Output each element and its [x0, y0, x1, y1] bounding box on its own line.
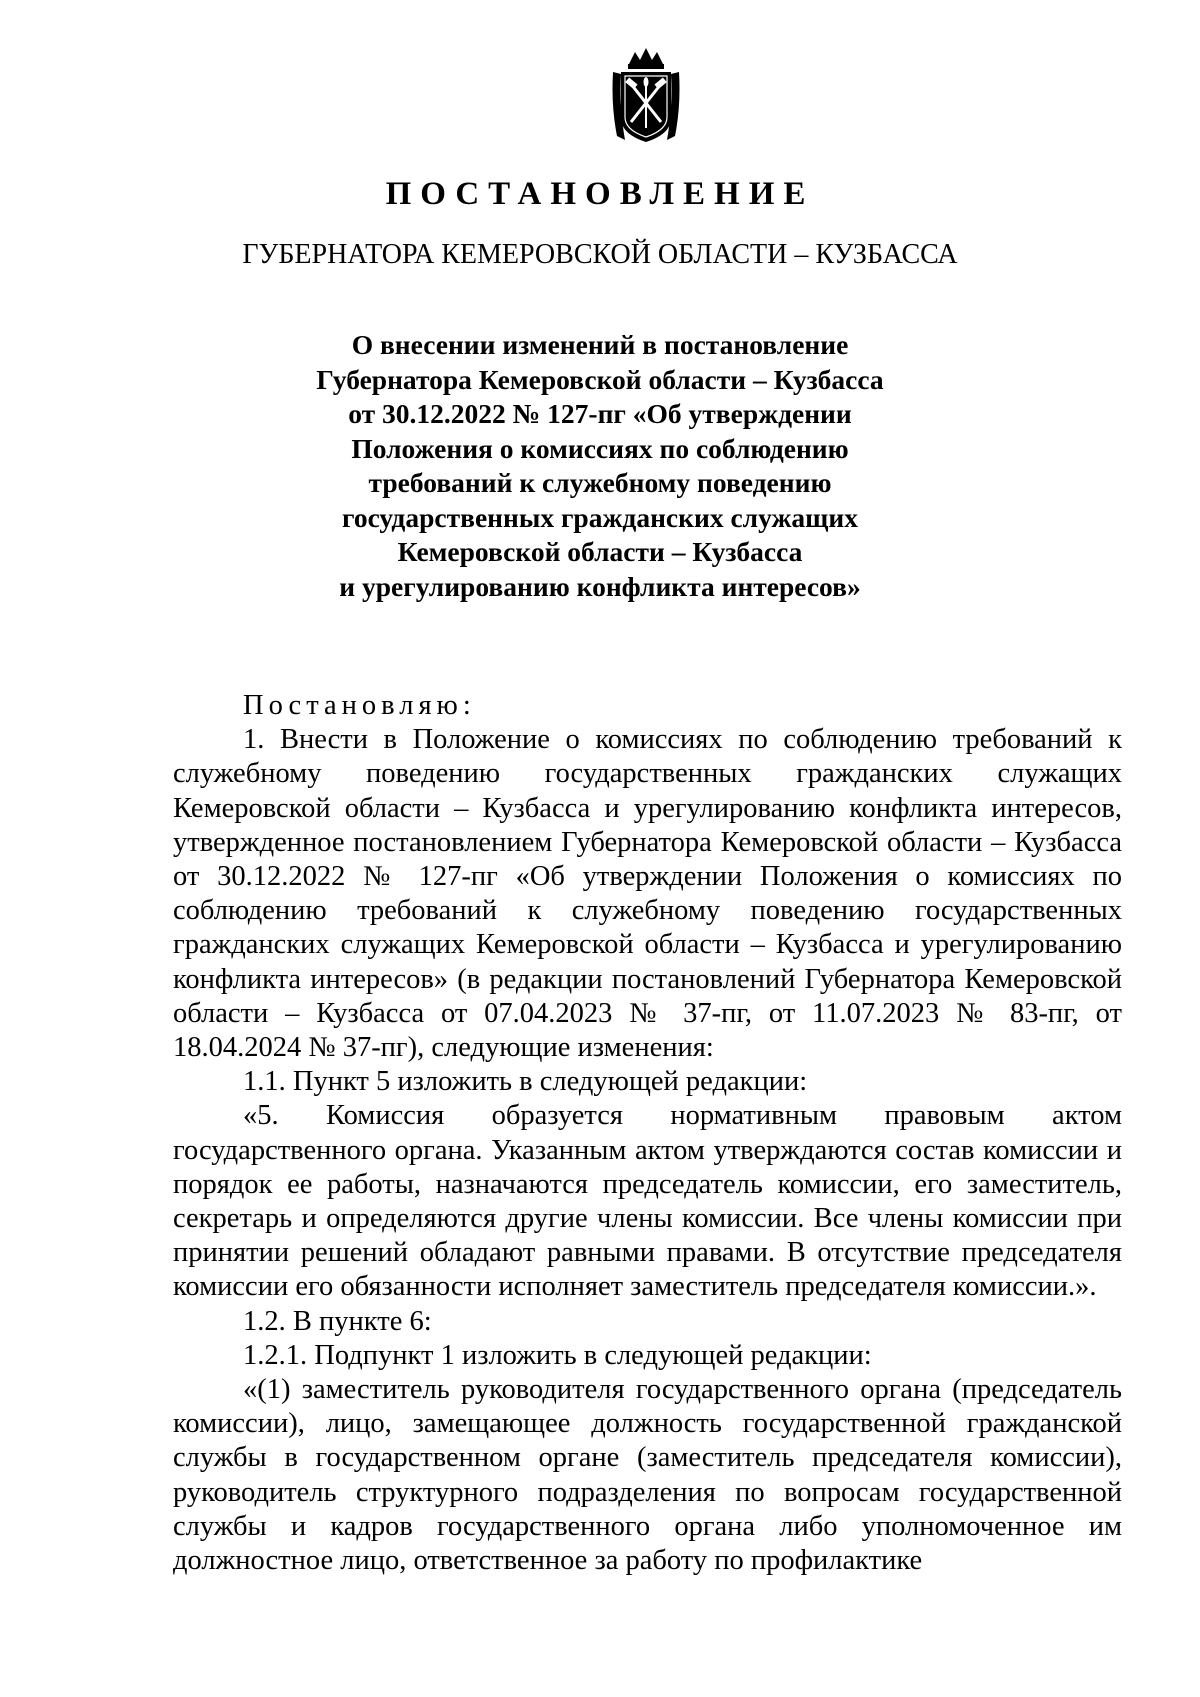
body-paragraph: 1. Внести в Положение о комиссиях по соблюдению требований к служебному поведению государственных гражданских служащих Кемеровской области – Кузбасса и урегулированию конфликта интересов, утвержденное постановлением Губернатора Кемеровской области – Кузбасса от 30.12.2022 № 127-пг «Об утверждении Положения о комиссиях по соблюдению требований к служебному поведению государственных гражданских служащих Кемеровской области – Кузбасса и урегулированию конфликта интересов» (в редакции постановлений Губернатора Кемеровской области – Кузбасса от 07.04.2023 № 37-пг, от 11.07.2023 № 83-пг, от 18.04.2024 № 37-пг), следующие изменения:	[173, 724, 1122, 1064]
title-line: Положения о комиссиях по соблюдению	[351, 432, 849, 464]
document-type-heading: ПОСТАНОВЛЕНИЕ	[385, 176, 815, 212]
document-body	[173, 689, 1122, 1578]
body-paragraph: 1.1. Пункт 5 изложить в следующей редакции:	[243, 1066, 808, 1098]
title-line: Кемеровской области – Кузбасса	[397, 536, 803, 567]
body-paragraph: 1.2.1. Подпункт 1 изложить в следующей редакции:	[243, 1339, 872, 1371]
coat-of-arms-svg	[609, 44, 683, 146]
issuer-heading: ГУБЕРНАТОРА КЕМЕРОВСКОЙ ОБЛАСТИ – КУЗБАССА	[242, 239, 958, 270]
coat-of-arms-icon	[609, 44, 683, 146]
decree-word: Постановляю:	[243, 690, 476, 721]
title-line: государственных гражданских служащих	[342, 501, 858, 533]
title-line: и урегулированию конфликта интересов»	[339, 570, 861, 602]
title-line: требований к служебному поведению	[368, 467, 832, 498]
body-paragraph: «5. Комиссия образуется нормативным правовым актом государственного органа. Указанным актом утверждаются состав комиссии и порядок ее работы, назначаются председатель комиссии, его заместитель, секретарь и определяются другие члены комиссии. Все члены комиссии при принятии решений обладают равными правами. В отсутствие председателя комиссии его обязанности исполняет заместитель председателя комиссии.».	[173, 1100, 1122, 1303]
title-line: О внесении изменений в постановление	[351, 329, 849, 360]
body-paragraph: 1.2. В пункте 6:	[243, 1305, 432, 1337]
title-line: Губернатора Кемеровской области – Кузбасса	[316, 363, 884, 395]
document-title	[240, 328, 960, 604]
title-line: от 30.12.2022 № 127-пг «Об утверждении	[348, 398, 852, 429]
body-paragraph: «(1) заместитель руководителя государственного органа (председатель комиссии), лицо, замещающее должность государственной гражданской службы в государственном органе (заместитель председателя комиссии), руководитель структурного подразделения по вопросам государственной службы и кадров государственного органа либо уполномоченное им должностное лицо, ответственное за работу по профилактике	[173, 1374, 1122, 1577]
